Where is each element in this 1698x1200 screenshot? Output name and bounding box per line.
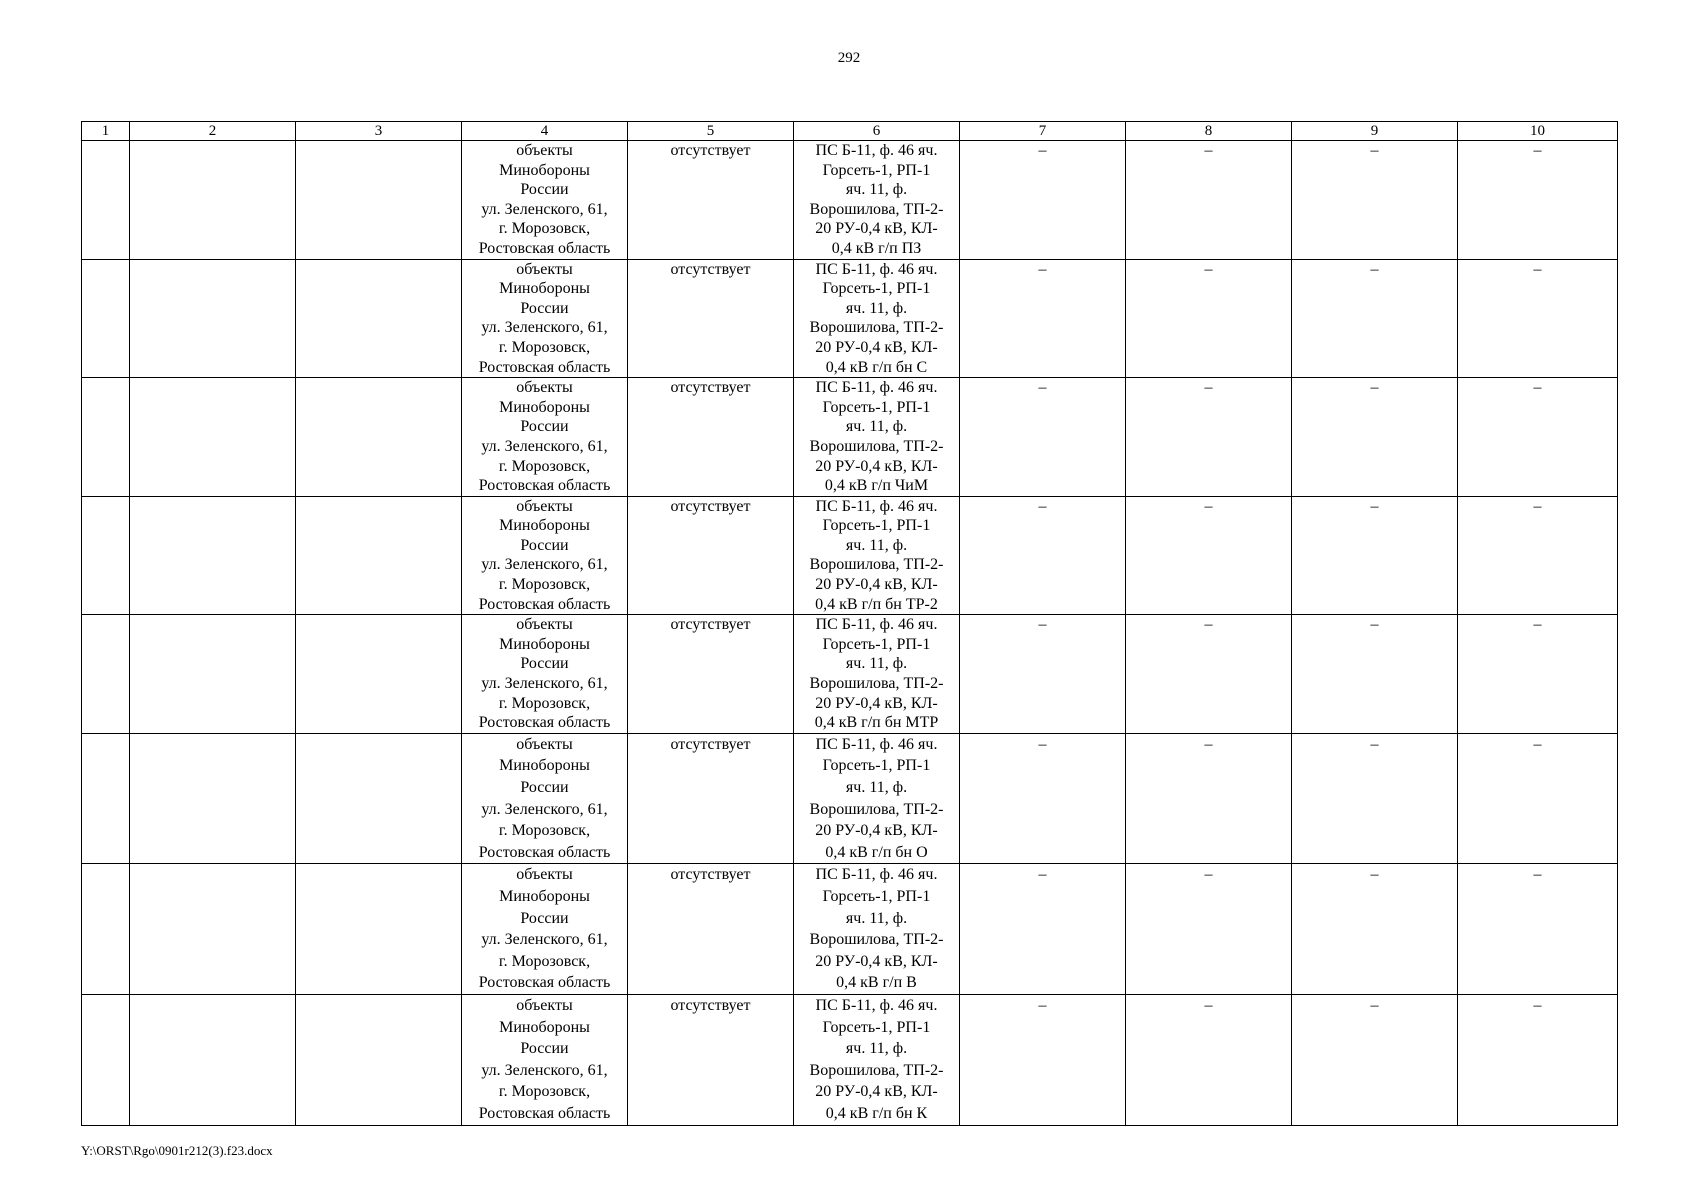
- cell-line: ул. Зеленского, 61,: [481, 931, 608, 949]
- cell-line: Минобороны: [499, 280, 590, 298]
- cell-line: Горсеть-1, РП-1: [822, 280, 931, 298]
- cell-line: ПС Б-11, ф. 46 яч.: [815, 866, 938, 884]
- table-row: [82, 733, 1618, 864]
- cell-line: ПС Б-11, ф. 46 яч.: [815, 142, 938, 159]
- cell-col8: –: [1126, 496, 1292, 615]
- cell-line: 20 РУ-0,4 кВ, КЛ-: [815, 952, 938, 970]
- cell-line: Ворошилова, ТП-2-: [809, 931, 944, 949]
- cell-power-source: [794, 864, 960, 995]
- cell-col7: –: [960, 496, 1126, 615]
- cell-line: г. Морозовск,: [498, 576, 591, 594]
- cell-line: 0,4 кВ г/п бн МТР: [814, 714, 939, 732]
- cell-col2: [130, 141, 296, 260]
- cell-line: Ростовская область: [478, 477, 611, 495]
- header-row: [82, 122, 1618, 141]
- cell-line: 20 РУ-0,4 кВ, КЛ-: [815, 220, 938, 238]
- header-cell: 6: [794, 122, 960, 141]
- header-cell: 8: [1126, 122, 1292, 141]
- cell-col1: [82, 994, 130, 1125]
- table-row: [82, 615, 1618, 734]
- cell-line: ПС Б-11, ф. 46 яч.: [815, 616, 938, 634]
- cell-line: г. Морозовск,: [498, 952, 591, 970]
- cell-line: 20 РУ-0,4 кВ, КЛ-: [815, 457, 938, 475]
- cell-line: объекты: [516, 866, 573, 884]
- cell-col9: –: [1292, 864, 1458, 995]
- cell-line: яч. 11, ф.: [845, 536, 908, 554]
- cell-col7: –: [960, 141, 1126, 260]
- cell-object-address: [462, 259, 628, 378]
- cell-col10: –: [1458, 615, 1618, 734]
- cell-col2: [130, 496, 296, 615]
- cell-line: ул. Зеленского, 61,: [481, 437, 608, 455]
- cell-line: 20 РУ-0,4 кВ, КЛ-: [815, 338, 938, 356]
- cell-line: яч. 11, ф.: [845, 418, 908, 436]
- page-number: 292: [837, 50, 861, 66]
- header-cell: 2: [130, 122, 296, 141]
- cell-line: ПС Б-11, ф. 46 яч.: [815, 379, 938, 397]
- cell-col10: –: [1458, 496, 1618, 615]
- cell-line: ул. Зеленского, 61,: [481, 200, 608, 218]
- cell-col3: [296, 733, 462, 864]
- cell-line: яч. 11, ф.: [845, 1040, 908, 1058]
- cell-col9: –: [1292, 615, 1458, 734]
- cell-object-address: [462, 615, 628, 734]
- cell-power-source: [794, 259, 960, 378]
- cell-col9: –: [1292, 141, 1458, 260]
- cell-col8: –: [1126, 259, 1292, 378]
- cell-line: ул. Зеленского, 61,: [481, 800, 608, 818]
- cell-object-address: [462, 864, 628, 995]
- cell-col10: –: [1458, 864, 1618, 995]
- cell-line: ул. Зеленского, 61,: [481, 319, 608, 337]
- cell-status: отсутствует: [628, 259, 794, 378]
- cell-line: г. Морозовск,: [498, 822, 591, 840]
- cell-line: Ростовская область: [478, 974, 611, 992]
- cell-col9: –: [1292, 259, 1458, 378]
- cell-col10: –: [1458, 259, 1618, 378]
- cell-col9: –: [1292, 496, 1458, 615]
- cell-line: г. Морозовск,: [498, 1083, 591, 1101]
- cell-col3: [296, 259, 462, 378]
- cell-col2: [130, 259, 296, 378]
- cell-col3: [296, 864, 462, 995]
- cell-line: 20 РУ-0,4 кВ, КЛ-: [815, 822, 938, 840]
- cell-object-address: [462, 378, 628, 497]
- cell-line: ул. Зеленского, 61,: [481, 675, 608, 693]
- cell-status: отсутствует: [628, 378, 794, 497]
- cell-line: Ворошилова, ТП-2-: [809, 319, 944, 337]
- header-cell: 9: [1292, 122, 1458, 141]
- cell-line: объекты: [516, 996, 573, 1014]
- header-cell: 7: [960, 122, 1126, 141]
- cell-line: 20 РУ-0,4 кВ, КЛ-: [815, 1083, 938, 1101]
- cell-line: 0,4 кВ г/п бн О: [825, 843, 928, 861]
- cell-line: Ворошилова, ТП-2-: [809, 1061, 944, 1079]
- cell-col7: –: [960, 378, 1126, 497]
- cell-line: Ворошилова, ТП-2-: [809, 437, 944, 455]
- cell-line: 0,4 кВ г/п ПЗ: [831, 239, 922, 257]
- cell-col3: [296, 994, 462, 1125]
- cell-line: Ростовская область: [478, 595, 611, 613]
- cell-line: Ростовская область: [478, 1104, 611, 1122]
- cell-col9: –: [1292, 994, 1458, 1125]
- cell-status: отсутствует: [628, 615, 794, 734]
- cell-line: Минобороны: [499, 517, 590, 535]
- table-row: [82, 496, 1618, 615]
- cell-col8: –: [1126, 378, 1292, 497]
- table-body: [82, 141, 1618, 1126]
- cell-line: Ростовская область: [478, 843, 611, 861]
- cell-col1: [82, 864, 130, 995]
- table-row: [82, 864, 1618, 995]
- cell-col10: –: [1458, 378, 1618, 497]
- cell-col9: –: [1292, 378, 1458, 497]
- cell-line: 0,4 кВ г/п бн С: [825, 358, 928, 376]
- cell-line: России: [520, 779, 569, 796]
- cell-line: г. Морозовск,: [498, 457, 591, 475]
- cell-line: Горсеть-1, РП-1: [822, 161, 931, 179]
- cell-line: яч. 11, ф.: [845, 181, 908, 199]
- cell-line: Горсеть-1, РП-1: [822, 887, 931, 905]
- cell-power-source: [794, 378, 960, 497]
- header-cell: 4: [462, 122, 628, 141]
- cell-col7: –: [960, 259, 1126, 378]
- cell-line: России: [520, 181, 569, 199]
- cell-col1: [82, 733, 130, 864]
- cell-line: 0,4 кВ г/п В: [836, 974, 917, 992]
- cell-col2: [130, 733, 296, 864]
- cell-line: яч. 11, ф.: [845, 299, 908, 317]
- cell-line: ПС Б-11, ф. 46 яч.: [815, 497, 938, 515]
- cell-power-source: [794, 141, 960, 260]
- cell-power-source: [794, 615, 960, 734]
- cell-col10: –: [1458, 994, 1618, 1125]
- cell-line: яч. 11, ф.: [845, 655, 908, 673]
- cell-line: Ростовская область: [478, 358, 611, 376]
- cell-status: отсутствует: [628, 496, 794, 615]
- cell-line: объекты: [516, 142, 573, 159]
- cell-object-address: [462, 733, 628, 864]
- cell-line: Ворошилова, ТП-2-: [809, 675, 944, 693]
- cell-object-address: [462, 994, 628, 1125]
- cell-line: 0,4 кВ г/п бн К: [825, 1104, 928, 1122]
- cell-line: России: [520, 909, 569, 927]
- header-cell: 3: [296, 122, 462, 141]
- cell-line: ул. Зеленского, 61,: [481, 1061, 608, 1079]
- table-row: [82, 994, 1618, 1125]
- cell-line: Горсеть-1, РП-1: [822, 1018, 931, 1036]
- cell-status: отсутствует: [628, 141, 794, 260]
- cell-line: Горсеть-1, РП-1: [822, 635, 931, 653]
- cell-line: России: [520, 1040, 569, 1058]
- cell-col1: [82, 378, 130, 497]
- cell-col1: [82, 259, 130, 378]
- cell-line: Минобороны: [499, 757, 590, 775]
- cell-col3: [296, 496, 462, 615]
- cell-col3: [296, 615, 462, 734]
- cell-power-source: [794, 994, 960, 1125]
- cell-line: Горсеть-1, РП-1: [822, 757, 931, 775]
- header-cell: 5: [628, 122, 794, 141]
- cell-line: России: [520, 418, 569, 436]
- cell-col2: [130, 378, 296, 497]
- cell-col1: [82, 141, 130, 260]
- cell-col8: –: [1126, 864, 1292, 995]
- cell-line: России: [520, 655, 569, 673]
- cell-col10: –: [1458, 141, 1618, 260]
- cell-col1: [82, 496, 130, 615]
- cell-line: Минобороны: [499, 161, 590, 179]
- header-cell: 10: [1458, 122, 1618, 141]
- cell-line: объекты: [516, 379, 573, 397]
- cell-line: Горсеть-1, РП-1: [822, 517, 931, 535]
- cell-line: Минобороны: [499, 1018, 590, 1036]
- cell-col7: –: [960, 615, 1126, 734]
- cell-col8: –: [1126, 141, 1292, 260]
- table-row: [82, 259, 1618, 378]
- cell-line: г. Морозовск,: [498, 338, 591, 356]
- footer-file-path: Y:\ORST\Rgo\0901r212(3).f23.docx: [81, 1143, 273, 1158]
- cell-line: яч. 11, ф.: [845, 909, 908, 927]
- data-table: [81, 121, 1618, 1126]
- cell-line: Ростовская область: [478, 239, 611, 257]
- cell-line: 0,4 кВ г/п ЧиМ: [824, 477, 929, 495]
- cell-col3: [296, 141, 462, 260]
- table-row: [82, 141, 1618, 260]
- cell-col8: –: [1126, 615, 1292, 734]
- cell-line: Минобороны: [499, 887, 590, 905]
- cell-col7: –: [960, 733, 1126, 864]
- cell-col2: [130, 864, 296, 995]
- cell-line: России: [520, 299, 569, 317]
- cell-col7: –: [960, 994, 1126, 1125]
- cell-line: яч. 11, ф.: [845, 779, 908, 796]
- cell-line: ул. Зеленского, 61,: [481, 556, 608, 574]
- header-cell: 1: [82, 122, 130, 141]
- cell-power-source: [794, 496, 960, 615]
- cell-line: Ворошилова, ТП-2-: [809, 556, 944, 574]
- cell-line: Минобороны: [499, 635, 590, 653]
- cell-line: Ворошилова, ТП-2-: [809, 800, 944, 818]
- cell-line: ПС Б-11, ф. 46 яч.: [815, 735, 938, 753]
- cell-col2: [130, 994, 296, 1125]
- cell-col9: –: [1292, 733, 1458, 864]
- cell-status: отсутствует: [628, 994, 794, 1125]
- cell-line: России: [520, 536, 569, 554]
- cell-object-address: [462, 141, 628, 260]
- cell-line: объекты: [516, 616, 573, 634]
- cell-col2: [130, 615, 296, 734]
- cell-line: Ростовская область: [478, 714, 611, 732]
- cell-line: 20 РУ-0,4 кВ, КЛ-: [815, 694, 938, 712]
- cell-line: г. Морозовск,: [498, 694, 591, 712]
- cell-line: ПС Б-11, ф. 46 яч.: [815, 260, 938, 278]
- cell-line: объекты: [516, 260, 573, 278]
- cell-line: объекты: [516, 735, 573, 753]
- cell-col1: [82, 615, 130, 734]
- cell-col10: –: [1458, 733, 1618, 864]
- cell-line: 0,4 кВ г/п бн ТР-2: [815, 595, 938, 613]
- cell-col8: –: [1126, 733, 1292, 864]
- cell-col7: –: [960, 864, 1126, 995]
- cell-line: Горсеть-1, РП-1: [822, 398, 931, 416]
- cell-line: Минобороны: [499, 398, 590, 416]
- cell-line: объекты: [516, 497, 573, 515]
- cell-line: 20 РУ-0,4 кВ, КЛ-: [815, 576, 938, 594]
- cell-power-source: [794, 733, 960, 864]
- cell-status: отсутствует: [628, 733, 794, 864]
- cell-col8: –: [1126, 994, 1292, 1125]
- table-row: [82, 378, 1618, 497]
- cell-object-address: [462, 496, 628, 615]
- cell-line: г. Морозовск,: [498, 220, 591, 238]
- cell-col3: [296, 378, 462, 497]
- cell-line: Ворошилова, ТП-2-: [809, 200, 944, 218]
- cell-line: ПС Б-11, ф. 46 яч.: [815, 996, 938, 1014]
- cell-status: отсутствует: [628, 864, 794, 995]
